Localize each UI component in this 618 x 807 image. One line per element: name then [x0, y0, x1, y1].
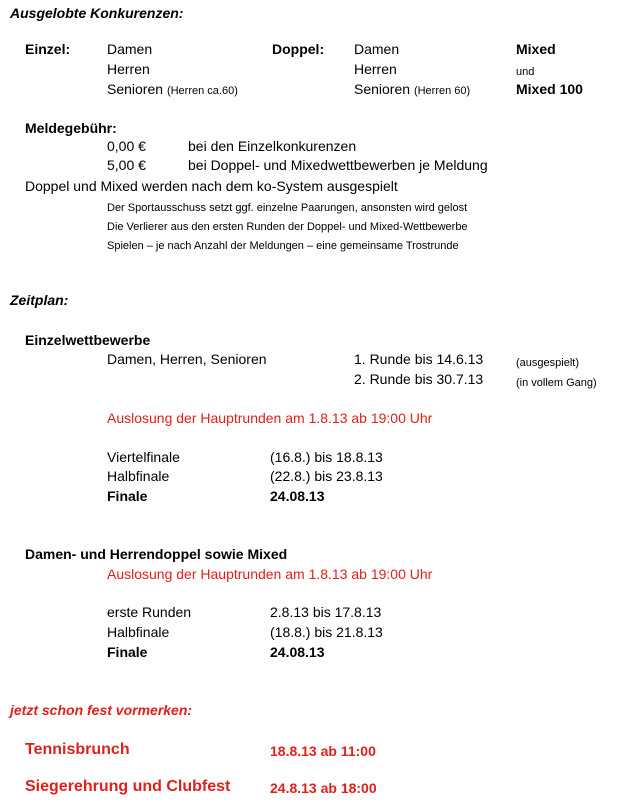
doppel-damen: Damen — [354, 41, 400, 57]
doppel-auslosung: Auslosung der Hauptrunden am 1.8.13 ab 19:00 Uhr — [107, 566, 433, 582]
konkurrenzen-heading: Ausgelobte Konkurenzen: — [10, 5, 184, 21]
mixed-100-label: Mixed 100 — [516, 81, 583, 97]
einzel-senioren-note: (Herren ca.60) — [166, 85, 238, 97]
einzel-senioren — [107, 81, 238, 99]
doppel-senioren-note: (Herren 60) — [413, 85, 471, 97]
doppel-stage-date: (18.8.) bis 21.8.13 — [270, 624, 383, 640]
doppel-label: Doppel: — [272, 41, 325, 57]
doppel-mixed-heading: Damen- und Herrendoppel sowie Mixed — [25, 546, 288, 562]
fee-price-doppel: 5,00 € — [107, 157, 146, 173]
einzel-stage-name: Halbfinale — [107, 468, 170, 484]
fee-price-einzel: 0,00 € — [107, 138, 146, 154]
einzel-stage-date: (22.8.) bis 23.8.13 — [270, 468, 383, 484]
fee-text-doppel: bei Doppel- und Mixedwettbewerben je Meldung — [188, 157, 488, 173]
doppel-herren: Herren — [354, 61, 397, 77]
event-clubfest: Siegerehrung und Clubfest — [25, 778, 231, 795]
doppel-stage-date: 24.08.13 — [270, 644, 325, 660]
doppel-senioren-label: Senioren — [354, 81, 411, 97]
einzel-label: Einzel: — [25, 41, 71, 57]
fee-text-einzel: bei den Einzelkonkurenzen — [188, 138, 357, 154]
ko-system-note: Doppel und Mixed werden nach dem ko-System ausgespielt — [25, 178, 398, 194]
event-tennisbrunch-date: 18.8.13 ab 11:00 — [270, 743, 376, 759]
einzel-categories: Damen, Herren, Senioren — [107, 351, 267, 367]
einzel-auslosung: Auslosung der Hauptrunden am 1.8.13 ab 19:00 Uhr — [107, 410, 433, 426]
einzel-stage-name: Finale — [107, 488, 148, 504]
einzel-senioren-label: Senioren — [107, 81, 164, 97]
vormerken-heading: jetzt schon fest vormerken: — [10, 702, 193, 718]
event-tennisbrunch: Tennisbrunch — [25, 741, 130, 758]
doppel-stage-name: Finale — [107, 644, 148, 660]
detail-line-3: Spielen – je nach Anzahl der Meldungen – eine gemeinsame Trostrunde — [107, 240, 459, 252]
event-clubfest-date: 24.8.13 ab 18:00 — [270, 780, 377, 796]
detail-line-2: Die Verlierer aus den ersten Runden der Doppel- und Mixed-Wettbewerbe — [107, 221, 468, 233]
einzel-herren: Herren — [107, 61, 150, 77]
einzelwettbewerbe-heading: Einzelwettbewerbe — [25, 332, 151, 348]
doppel-senioren — [354, 81, 470, 99]
detail-line-1: Der Sportausschuss setzt ggf. einzelne Paarungen, ansonsten wird gelost — [107, 202, 468, 214]
round-1-label: 1. Runde bis 14.6.13 — [354, 351, 484, 367]
round-1-note: (ausgespielt) — [516, 357, 579, 369]
round-2-note: (in vollem Gang) — [516, 377, 597, 389]
einzel-stage-name: Viertelfinale — [107, 449, 180, 465]
mixed-und: und — [516, 66, 535, 78]
zeitplan-heading: Zeitplan: — [10, 292, 69, 308]
einzel-damen: Damen — [107, 41, 153, 57]
doppel-stage-name: Halbfinale — [107, 624, 170, 640]
doppel-stage-name: erste Runden — [107, 604, 192, 620]
mixed-label: Mixed — [516, 41, 556, 57]
einzel-stage-date: (16.8.) bis 18.8.13 — [270, 449, 383, 465]
meldegebuehr-label: Meldegebühr: — [25, 120, 117, 136]
doppel-stage-date: 2.8.13 bis 17.8.13 — [270, 604, 382, 620]
round-2-label: 2. Runde bis 30.7.13 — [354, 371, 484, 387]
einzel-stage-date: 24.08.13 — [270, 488, 325, 504]
